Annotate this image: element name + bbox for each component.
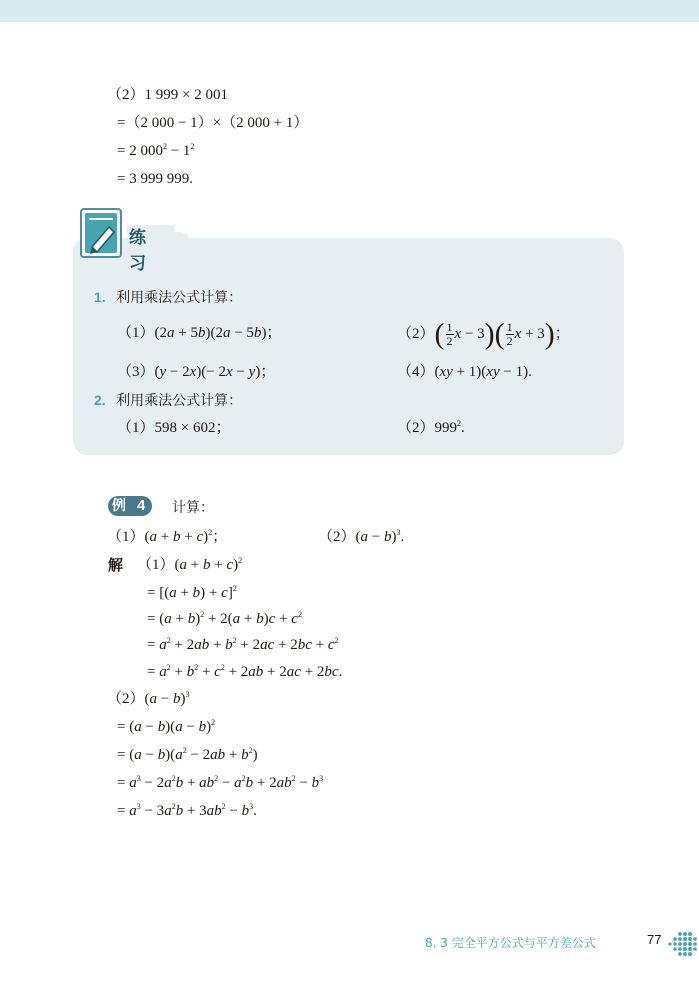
solution-2-line-3: = $(a - b)(a^2 - 2ab + b^2)$ <box>117 746 258 763</box>
notebook-pencil-icon <box>79 207 123 259</box>
example-problem-2: $(2)(a - b)^3$. <box>318 528 405 545</box>
practice-title: 练 习 <box>127 225 175 251</box>
q1-number: 1. <box>94 289 106 305</box>
solution-1-line-2: = $[(a + b) + c]^2$ <box>147 584 237 601</box>
dot-grid-icon <box>667 929 697 959</box>
q2-text: 利用乘法公式计算： <box>116 393 243 409</box>
page-number: 77 <box>647 932 662 947</box>
q1-item-2: （2）( $\frac{1}{2}$ x − 3)( $\frac{1}{2}$ x + 3)； <box>397 317 570 351</box>
example-badge-number: 4 <box>137 497 146 514</box>
header-band <box>0 0 699 22</box>
solution-2-line-5: = $a^3 - 3a^2b + 3ab^2 - b^3$. <box>117 802 257 819</box>
example-line-2: =（2 000 − 1）×（2 000 + 1） <box>117 115 309 131</box>
solution-2-line-2: = $(a - b)(a - b)^2$ <box>117 718 216 735</box>
q1-item-4: （4）(xy + 1)(xy − 1). <box>397 364 532 380</box>
example-line-1: （2）1 999 × 2 001 <box>107 87 228 103</box>
solution-2-line-4: = $a^3 - 2a^2b + ab^2 - a^2b + 2ab^2 - b^3$ <box>117 774 324 791</box>
footer-section-title: 8. 3 完全平方公式与平方差公式 <box>425 936 596 950</box>
q1-item-3: （3）(y − 2x)(− 2x − y)； <box>117 364 276 380</box>
example-problem-1: $(1)(a + b + c)^2$； <box>107 528 228 545</box>
example-line-3: = 2 $000^2 - 1^2$ <box>117 142 195 159</box>
practice-q1 <box>94 288 242 307</box>
solution-2-line-1: $(2)(a - b)^3$ <box>107 690 190 707</box>
solution-1-line-1: $(1)(a + b + c)^2$ <box>137 556 243 573</box>
q1-text: 利用乘法公式计算： <box>116 290 243 306</box>
example-line-4: = 3 999 999. <box>117 171 193 187</box>
q1-item-1: （1）(2a + 5b)(2a − 5b)； <box>117 325 282 341</box>
example-badge-label: 例 <box>112 498 126 514</box>
solution-1-line-3: = $(a + b)^2 + 2(a + b)c + c^2$ <box>147 610 302 627</box>
q2-number: 2. <box>94 392 106 408</box>
solution-label: 解 <box>108 556 124 574</box>
solution-1-line-5: = $a^2 + b^2 + c^2 + 2ab + 2ac + 2bc$. <box>147 663 343 680</box>
solution-1-line-4: = $a^2 + 2ab + b^2 + 2ac + 2bc + c^2$ <box>147 636 339 653</box>
q2-item-1: （1）598 × 602； <box>117 420 231 436</box>
example-prompt: 计算： <box>172 500 214 516</box>
practice-q2 <box>94 391 242 410</box>
q2-item-2: $(2)999^2$. <box>397 419 465 436</box>
